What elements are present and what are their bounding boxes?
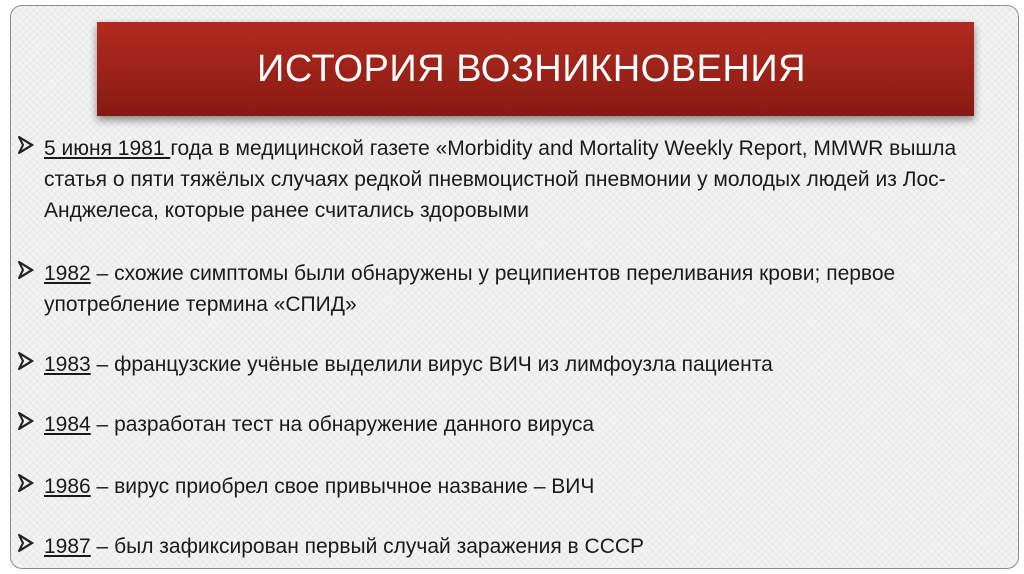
list-item-year: 1984 (44, 413, 91, 436)
list-item (16, 258, 976, 320)
arrow-bullet-icon (16, 259, 38, 287)
list-item-year: 5 июня 1981 (44, 137, 171, 160)
arrow-bullet-icon (16, 350, 38, 378)
list-item-year: 1986 (44, 475, 91, 498)
list-item (16, 531, 976, 562)
title-bar (97, 22, 974, 116)
slide-title: ИСТОРИЯ ВОЗНИКНОВЕНИЯ (257, 48, 807, 90)
arrow-bullet-icon (16, 532, 38, 560)
list-item-text (44, 531, 976, 562)
arrow-bullet-icon (16, 410, 38, 438)
list-item-body: – вирус приобрел свое привычное название – ВИЧ (90, 475, 595, 498)
list-item-text (44, 133, 976, 226)
list-item-body: года в медицинской газете «Morbidity and Mortality Weekly Report, MMWR вышла статья о пяти тяжёлых случаях редкой пневмоцистной пневмонии у молодых людей из Лос-Анджелеса, которые ранее считались здоровыми (44, 137, 957, 222)
list-item-body: – французские учёные выделили вирус ВИЧ из лимфоузла пациента (90, 353, 773, 376)
list-item-text (44, 349, 976, 380)
list-item (16, 409, 976, 440)
slide (10, 5, 1019, 569)
list-item-text (44, 258, 976, 320)
list-item-text (44, 471, 976, 502)
list-item-body: – был зафиксирован первый случай заражения в СССР (90, 535, 645, 558)
arrow-bullet-icon (16, 472, 38, 500)
list-item-body: – схожие симптомы были обнаружены у реципиентов переливания крови; первое употребление термина «СПИД» (44, 262, 896, 316)
list-item-year: 1987 (44, 535, 91, 558)
list-item-year: 1983 (44, 353, 91, 376)
arrow-bullet-icon (16, 134, 38, 162)
list-item-year: 1982 (44, 262, 91, 285)
list-item-body: – разработан тест на обнаружение данного вируса (90, 413, 595, 436)
list-item (16, 349, 976, 380)
list-item (16, 471, 976, 502)
list-item (16, 133, 976, 226)
list-item-text (44, 409, 976, 440)
